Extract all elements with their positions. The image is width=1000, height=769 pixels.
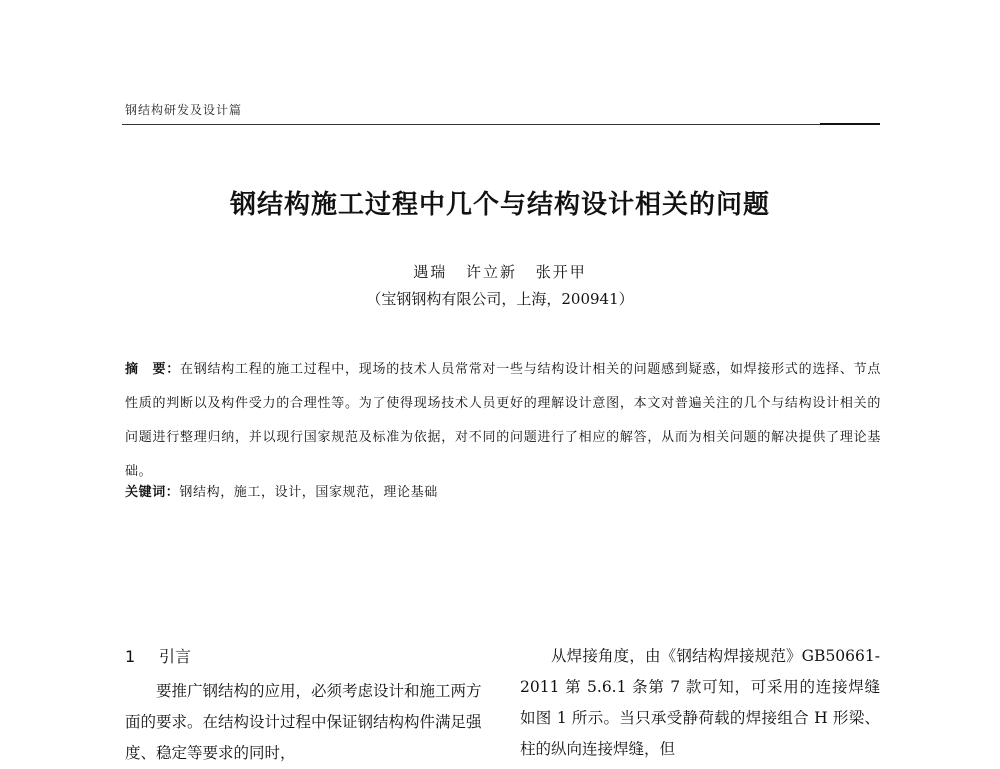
keywords-text: 钢结构，施工，设计，国家规范，理论基础 <box>179 485 438 500</box>
header-rule <box>122 124 880 125</box>
abstract <box>125 353 881 489</box>
body-paragraph: 从焊接角度，由《钢结构焊接规范》GB50661-2011 第 5.6.1 条第 7 款可知，可采用的连接焊缝如图 1 所示。当只承受静荷载的焊接组合 H 形梁、柱的纵向连接焊缝，但 <box>520 647 880 758</box>
section-heading <box>125 641 483 672</box>
section-title: 引言 <box>159 647 192 666</box>
author-list <box>0 261 1000 282</box>
affiliation: （宝钢钢构有限公司，上海，200941） <box>366 290 634 308</box>
keywords-label: 关键词： <box>125 485 180 500</box>
left-column <box>125 641 483 769</box>
author-name: 张开甲 <box>535 263 587 281</box>
abstract-text: 在钢结构工程的施工过程中，现场的技术人员常常对一些与结构设计相关的问题感到疑惑，如焊接形式的选择、节点性质的判断以及构件受力的合理性等。为了使得现场技术人员更好的理解设计意图，本文对普遍关注的几个与结构设计相关的问题进行整理归纳，并以现行国家规范及标准为依据，对不同的问题进行了相应的解答，从而为相关问题的解决提供了理论基础。 <box>125 362 881 479</box>
right-column <box>520 641 880 765</box>
author-name: 许立新 <box>465 263 517 281</box>
author-name: 遇瑞 <box>413 263 448 281</box>
running-head: 钢结构研发及设计篇 <box>125 103 243 117</box>
header-rule-accent <box>820 123 880 125</box>
keywords <box>125 481 881 500</box>
paper-title: 钢结构施工过程中几个与结构设计相关的问题 <box>229 190 770 220</box>
section-number: 1 <box>125 647 136 666</box>
abstract-label: 摘 要： <box>125 362 180 377</box>
body-paragraph: 要推广钢结构的应用，必须考虑设计和施工两方面的要求。在结构设计过程中保证钢结构构件满足强度、稳定等要求的同时， <box>125 682 482 762</box>
